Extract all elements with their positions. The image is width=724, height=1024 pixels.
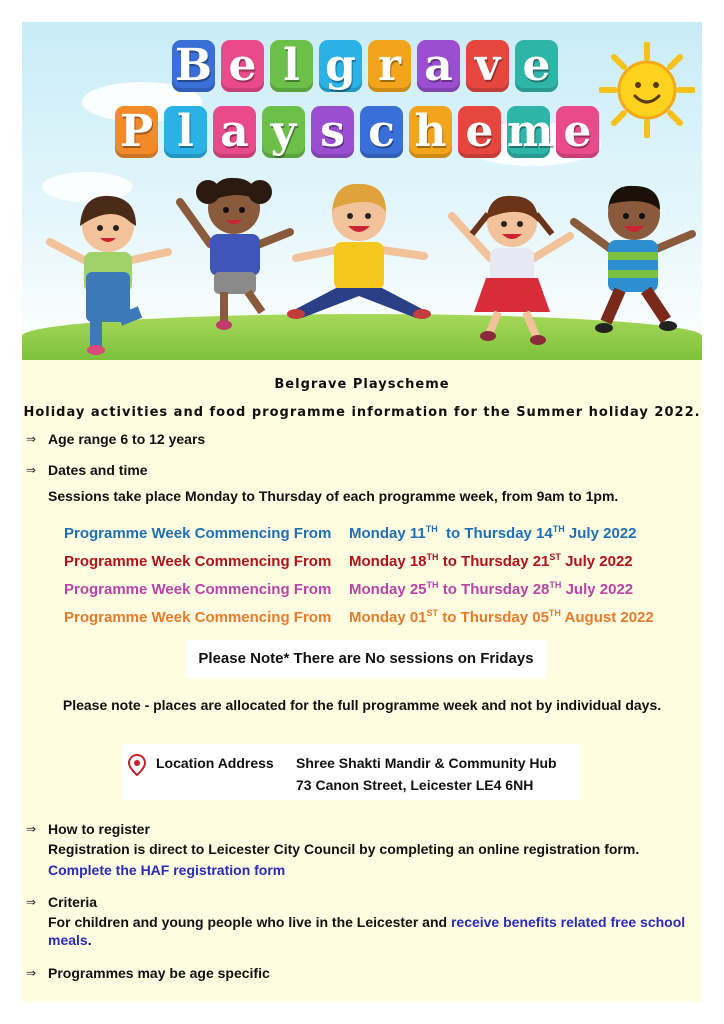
haf-registration-link[interactable]: Complete the HAF registration form xyxy=(48,862,286,878)
title-letter-tile: e xyxy=(515,40,558,92)
title-letter-tile: v xyxy=(466,40,509,92)
location-box xyxy=(122,744,580,800)
title-letter-tile: m xyxy=(507,106,554,157)
title-letter-tile: c xyxy=(360,106,403,158)
programme-week-row xyxy=(64,580,633,600)
title-letter-tile: a xyxy=(417,40,460,92)
title-letter-tile: h xyxy=(409,106,452,158)
location-pin-icon xyxy=(128,754,146,776)
sessions-description: Sessions take place Monday to Thursday of each programme week, from 9am to 1pm. xyxy=(48,488,619,504)
title-letter-tile: g xyxy=(319,40,362,92)
week-label: Programme Week Commencing From xyxy=(64,609,332,626)
location-label: Location Address xyxy=(156,755,274,771)
arrow-icon: ⇒ xyxy=(26,432,37,446)
week-dates: Monday 25TH to Thursday 28TH July 2022 xyxy=(349,580,634,598)
week-label: Programme Week Commencing From xyxy=(64,553,332,570)
title-letter-tile: e xyxy=(458,106,501,158)
page-title: Belgrave Playscheme xyxy=(274,377,450,392)
sun-illustration xyxy=(599,42,695,138)
week-dates: Monday 18TH to Thursday 21ST July 2022 xyxy=(349,552,633,570)
title-letter-tile: r xyxy=(368,40,411,92)
programmes-label: Programmes may be age specific xyxy=(48,965,270,981)
location-line1: Shree Shakti Mandir & Community Hub xyxy=(296,755,557,771)
bullet-age-range xyxy=(26,430,205,448)
arrow-icon: ⇒ xyxy=(26,822,37,836)
arrow-icon: ⇒ xyxy=(26,463,37,477)
child-illustration xyxy=(442,182,582,352)
programme-week-row xyxy=(64,608,654,628)
title-letter-tile: P xyxy=(115,106,158,158)
banner-illustration xyxy=(22,22,702,360)
age-range-label: Age range 6 to 12 years xyxy=(48,431,206,447)
title-letter-tile: l xyxy=(270,40,313,92)
child-illustration xyxy=(170,162,300,337)
banner-title-belgrave xyxy=(172,40,558,92)
title-letter-tile: e xyxy=(556,106,599,158)
page-subtitle: Holiday activities and food programme information for the Summer holiday 2022. xyxy=(23,405,701,420)
allocation-note: Please note - places are allocated for the full programme week and not by individual days. xyxy=(62,697,662,713)
title-letter-tile: s xyxy=(311,106,354,158)
criteria-text: For children and young people who live in the Leicester and receive benefits related free school meals. xyxy=(48,914,686,948)
programme-week-row xyxy=(64,552,633,572)
title-letter-tile: B xyxy=(172,40,215,92)
register-description: Registration is direct to Leicester City Council by completing an online registration form. xyxy=(48,841,640,857)
criteria-label: Criteria xyxy=(48,894,98,910)
child-illustration xyxy=(284,172,434,342)
bullet-programmes xyxy=(26,964,270,982)
programme-week-row xyxy=(64,524,636,544)
bullet-register xyxy=(26,820,150,838)
fridays-note: Please Note* There are No sessions on Fridays xyxy=(186,640,546,678)
banner-title-playscheme xyxy=(115,106,599,158)
dates-label: Dates and time xyxy=(48,462,148,478)
title-letter-tile: y xyxy=(262,106,305,158)
flyer xyxy=(22,22,702,1002)
child-illustration xyxy=(562,172,702,347)
title-letter-tile: a xyxy=(213,106,256,158)
register-label: How to register xyxy=(48,821,150,837)
week-dates: Monday 11TH to Thursday 14TH July 2022 xyxy=(349,524,637,542)
title-letter-tile: e xyxy=(221,40,264,92)
week-dates: Monday 01ST to Thursday 05TH August 2022 xyxy=(349,608,654,626)
bullet-criteria xyxy=(26,893,97,911)
arrow-icon: ⇒ xyxy=(26,895,37,909)
bullet-dates xyxy=(26,461,148,479)
free-school-meals-link[interactable]: receive benefits related free school meals xyxy=(48,914,686,948)
arrow-icon: ⇒ xyxy=(26,966,37,980)
child-illustration xyxy=(44,182,174,357)
week-label: Programme Week Commencing From xyxy=(64,525,332,542)
week-label: Programme Week Commencing From xyxy=(64,581,332,598)
location-line2: 73 Canon Street, Leicester LE4 6NH xyxy=(296,777,534,793)
title-letter-tile: l xyxy=(164,106,207,158)
